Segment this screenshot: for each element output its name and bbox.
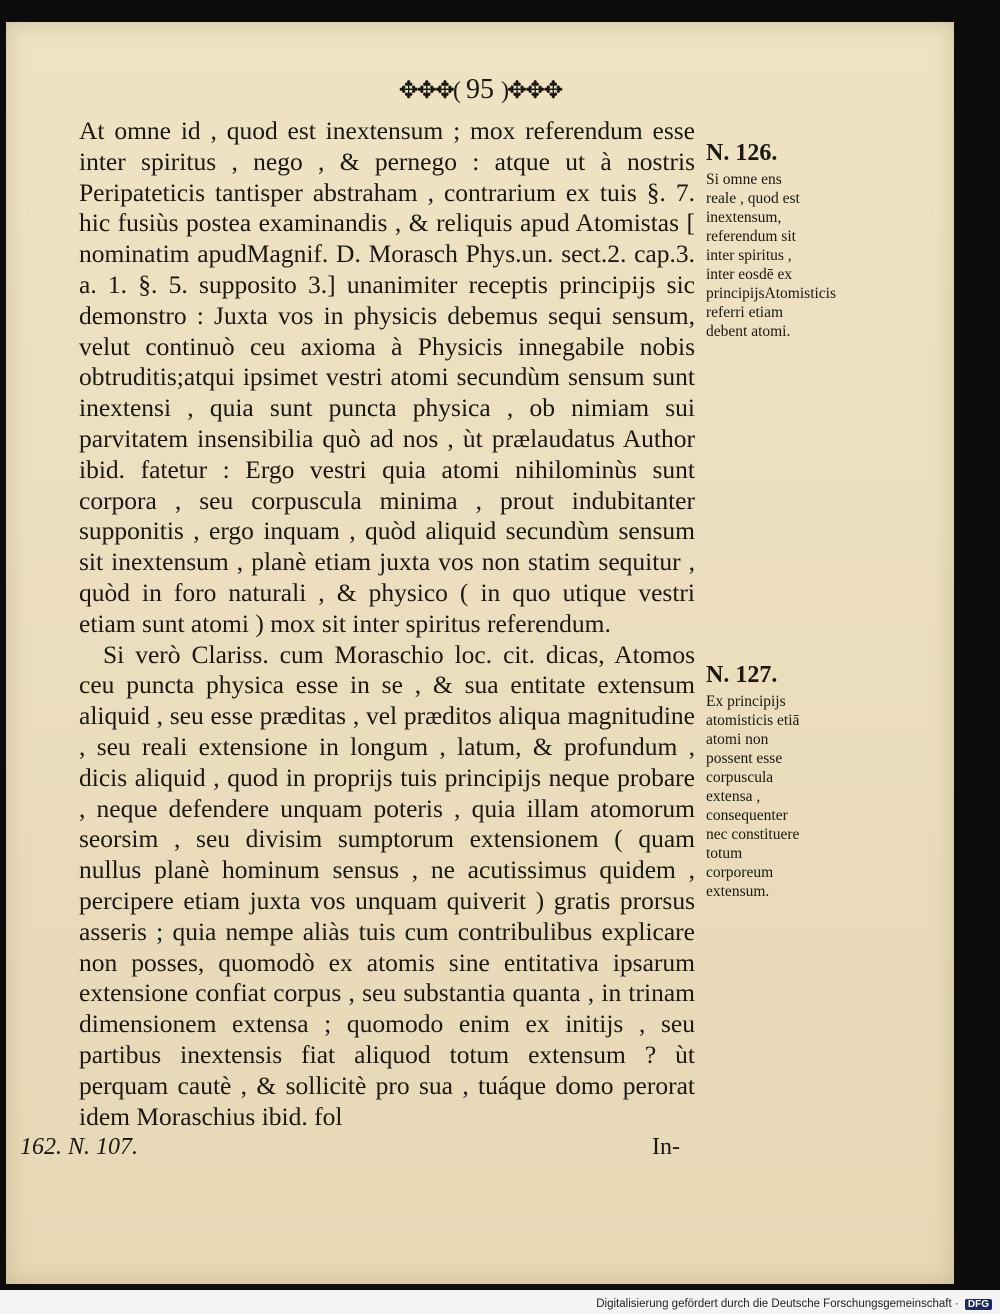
page-header bbox=[6, 74, 954, 106]
paragraph-2: Si verò Clariss. cum Moraschio loc. cit. dicas, Atomos ceu puncta physica esse in se , & sua entitate extensum aliquid , seu esse præditas , vel præditos aliqua magnitudine , seu reali extensione in longum , latum, & profundum , dicis aliquid , quod in proprijs tuis principijs neque probare , neque defendere unquam poteris , quia illam atomorum seorsim , seu divisim sumptorum extensionem ( quam nullus planè hominum sensus , ne acutissimus quidem , percipere etiam juxta vos unquam quiverit ) gratis prorsus asseris ; quia nempe aliàs tuis cum contribulibus explicare non posses, quomodò ex atomis sine entitativa ipsarum extensione confiat corpus , seu substantia quanta , in trinam dimensionem extensa ; quomodo enim ex initijs , seu partibus inextensis fiat aliquod totum extensum ? ùt perquam cautè , & sollicitè pro sua , tuáque domo perorat idem Moraschius ibid. fol bbox=[79, 639, 695, 1131]
margin-note-127 bbox=[706, 660, 802, 901]
footer-credit bbox=[596, 1298, 992, 1310]
footer-credit-text: Digitalisierung gefördert durch die Deutsche Forschungsgemeinschaft · bbox=[596, 1298, 959, 1310]
margin-note-text: Ex principijs atomisticis etiā atomi non possent esse corpuscula extensa , consequenter nec constituere totum corporeum extensum. bbox=[706, 693, 800, 900]
margin-note-126 bbox=[706, 138, 837, 341]
paragraph-1: At omne id , quod est inextensum ; mox referendum esse inter spiritus , nego , & pernego : atque ut à nostris Peripateticis tantisper abstraham , contrarium ex tuis §. 7. hic fusiùs postea examinandis , & reliquis apud Atomistas [ nominatim apudMagnif. D. Morasch Phys.un. sect.2. cap.3. a. 1. §. 5. supposito 3.] unanimiter receptis principijs sic demonstro : Juxta vos in physicis debemus sequi sensum, velut continuò ceu axioma à Physicis innegabile nobis obtruditis;atqui ipsimet vestri atomi secundùm sensum sunt inextensi , quia sunt puncta physica , ob nimiam sui parvitatem insensibilia quò ad nos , ùt prælaudatus Author ibid. fatetur : Ergo vestri quia atomi nihilominùs sunt corpora , seu corpuscula minima , prout indubitanter supponitis , ergo inquam , quòd aliquid secundùm sensum sit inextensum , planè etiam juxta vos non statim sequitur , quòd in foro naturali , & physico ( in quo utique vestri etiam sunt atomi ) mox sit inter spiritus referendum. bbox=[79, 116, 695, 638]
catch-line bbox=[20, 1134, 680, 1161]
margin-note-number: N. 126. bbox=[706, 140, 778, 166]
margin-note-text: Si omne ens reale , quod est inextensum, referendum sit inter spiritus , inter eosdē ex principijsAtomisticis referri etiam debent atomi. bbox=[706, 171, 837, 340]
ornament-left: ✥✥✥( bbox=[398, 78, 459, 104]
page-number: 95 bbox=[466, 74, 494, 105]
main-text bbox=[79, 116, 695, 1132]
book-page bbox=[6, 22, 954, 1284]
dfg-logo: DFG bbox=[965, 1299, 992, 1310]
reference-signature: 162. N. 107. bbox=[20, 1134, 139, 1160]
catchword: In- bbox=[652, 1134, 680, 1160]
ornament-right: )✥✥✥ bbox=[501, 78, 562, 104]
margin-note-number: N. 127. bbox=[706, 662, 778, 688]
